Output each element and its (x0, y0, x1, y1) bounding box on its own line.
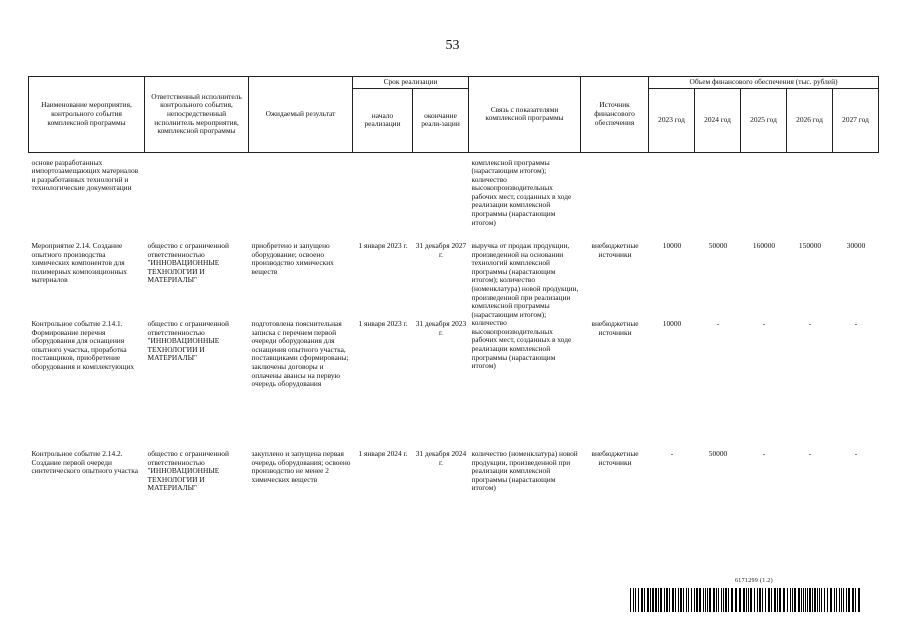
table-row (29, 242, 879, 320)
header-result: Ожидаемый результат (249, 77, 353, 153)
table-row (29, 152, 879, 242)
cell-funding: - (854, 449, 858, 459)
cell-indicators: количество (номенклатура) новой продукции, произведенной при реализации комплексной программы (нарастающим итогом) (471, 449, 578, 493)
cell-start: 1 января 2024 г. (358, 449, 408, 459)
cell-funding (695, 152, 741, 242)
cell-responsible: общество с ограниченной ответственностью "ИННОВАЦИОННЫЕ ТЕХНОЛОГИИ И МАТЕРИАЛЫ" (147, 241, 229, 285)
cell-funding: - (762, 319, 766, 329)
cell-responsible (145, 152, 249, 242)
header-source: Источник финансового обеспечения (581, 77, 649, 153)
header-year: 2024 год (695, 88, 741, 152)
cell-responsible: общество с ограниченной ответственностью "ИННОВАЦИОННЫЕ ТЕХНОЛОГИИ И МАТЕРИАЛЫ" (147, 449, 229, 493)
cell-end: 31 декабря 2023 г. (415, 319, 467, 337)
header-indicators: Связь с показателями комплексной программы (469, 77, 581, 153)
cell-funding: 10000 (662, 241, 682, 251)
program-table (28, 76, 879, 518)
header-year: 2026 год (787, 88, 833, 152)
header-year: 2025 год (741, 88, 787, 152)
cell-name: Контрольное событие 2.14.2. Создание первой очереди синтетического опытного участка (31, 449, 138, 476)
cell-result: закуплено и запущена первая очередь оборудования; освоено производство не менее 2 химических веществ (251, 449, 351, 484)
cell-indicators: комплексной программы (нарастающим итогом); количество высокопроизводительных рабочих мест, созданных в ходе реализации комплексной программы (нарастающим итогом) (471, 157, 572, 227)
barcode (630, 588, 862, 612)
cell-result: приобретено и запущено оборудование; освоено производство химических веществ (251, 241, 334, 276)
cell-end: 31 декабря 2027 г. (415, 241, 467, 259)
cell-funding: - (716, 319, 720, 329)
cell-funding: - (808, 449, 812, 459)
header-start: начало реализации (353, 88, 413, 152)
cell-name: Мероприятие 2.14. Создание опытного производства химических компонентов для полимерных композиционных материалов (31, 241, 127, 285)
cell-start: 1 января 2023 г. (358, 241, 408, 251)
cell-end (413, 152, 469, 242)
cell-name: основе разработанных импортозамещающих материалов и разработанных технологий и технологические документации (31, 157, 139, 193)
cell-source: внебюджетные источники (591, 319, 639, 337)
cell-funding: - (808, 319, 812, 329)
cell-funding: 30000 (846, 241, 866, 251)
header-year: 2027 год (833, 88, 879, 152)
cell-indicators: выручка от продаж продукции, произведенной на основании технологий комплексной программы (нарастающим итогом); количество (номенклатура) новой продукции, произведенной при реализации комплексной программы (нарастающим итогом); количество высокопроизводительных рабочих мест, созданных в ходе реализации комплексной программы (нарастающим итогом) (471, 241, 579, 371)
page-number: 53 (445, 38, 460, 53)
header-end: окончание реали-зации (413, 88, 469, 152)
header-period: Срок реализации (353, 77, 469, 89)
cell-funding: - (670, 449, 674, 459)
cell-responsible: общество с ограниченной ответственностью "ИННОВАЦИОННЫЕ ТЕХНОЛОГИИ И МАТЕРИАЛЫ" (147, 319, 229, 363)
cell-funding: - (762, 449, 766, 459)
cell-funding: 50000 (708, 449, 728, 459)
cell-funding (833, 152, 879, 242)
header-year: 2023 год (649, 88, 695, 152)
cell-funding (741, 152, 787, 242)
header-responsible: Ответственный исполнитель контрольного события, непосредственный исполнитель мероприятия, комплексной программы (145, 77, 249, 153)
cell-funding (787, 152, 833, 242)
cell-start: 1 января 2023 г. (358, 319, 408, 329)
cell-result: подготовлена пояснительная записка с перечнем первой очереди оборудования для оснащения опытного участка, поставщиками сформированы; заключены договоры и оплачены авансы на первую очередь оборудования (251, 319, 349, 389)
cell-source: внебюджетные источники (591, 449, 639, 467)
header-funding: Объем финансового обеспечения (тыс. рублей) (649, 77, 879, 89)
cell-funding: 10000 (662, 319, 682, 329)
cell-source (581, 152, 649, 242)
cell-source: внебюджетные источники (591, 241, 639, 259)
cell-name: Контрольное событие 2.14.1. Формирование перечня оборудования для оснащения опытного участка, проработка поставщиков, приобретение оборудования и комплектующих (31, 319, 135, 371)
cell-funding: 150000 (798, 241, 822, 251)
cell-result (249, 152, 353, 242)
header-name: Наименование мероприятия, контрольного события комплексной программы (29, 77, 145, 153)
document-serial: 6171299 (1.2) (735, 578, 773, 584)
table-row (29, 320, 879, 450)
cell-funding: 50000 (708, 241, 728, 251)
cell-funding: - (854, 319, 858, 329)
cell-funding: 160000 (752, 241, 776, 251)
cell-start (353, 152, 413, 242)
table-row (29, 450, 879, 518)
cell-funding (649, 152, 695, 242)
cell-end: 31 декабря 2024 г. (415, 449, 467, 467)
